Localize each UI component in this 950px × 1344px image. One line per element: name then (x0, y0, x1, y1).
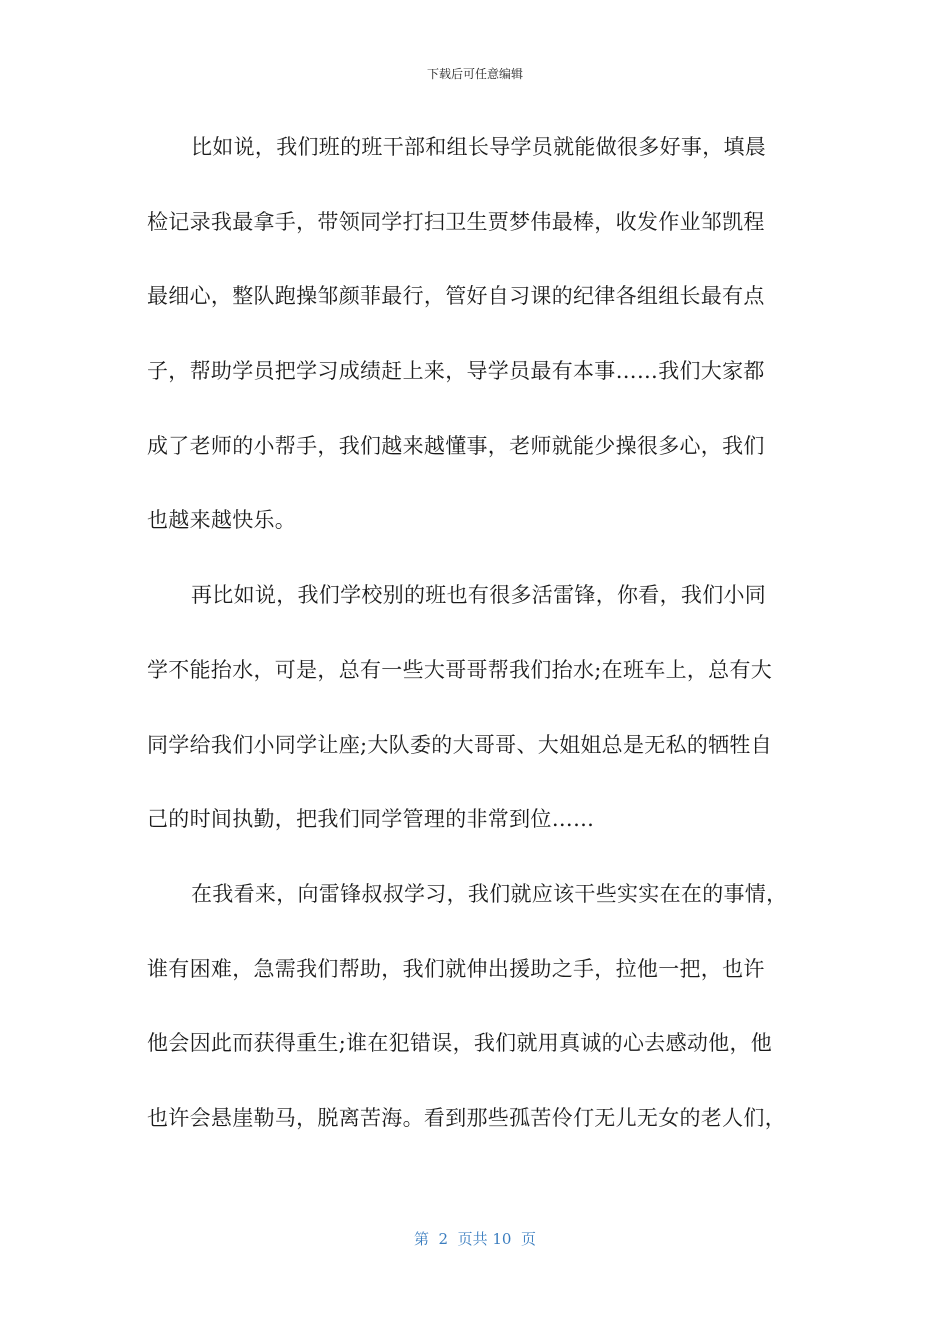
text-line: 己的时间执勤，把我们同学管理的非常到位…… (147, 807, 595, 832)
text-line: 他会因此而获得重生;谁在犯错误，我们就用真诚的心去感动他，他 (147, 1031, 773, 1056)
text-line: 学不能抬水，可是，总有一些大哥哥帮我们抬水;在班车上，总有大 (147, 657, 773, 682)
text-line: 子，帮助学员把学习成绩赶上来，导学员最有本事……我们大家都 (147, 359, 765, 384)
text-line: 也许会悬崖勒马，脱离苦海。看到那些孤苦伶仃无儿无女的老人们， (147, 1105, 786, 1130)
text-line: 成了老师的小帮手，我们越来越懂事，老师就能少操很多心，我们 (147, 433, 765, 458)
text-line: 谁有困难，急需我们帮助，我们就伸出援助之手，拉他一把，也许 (147, 956, 765, 981)
body-text (147, 125, 807, 1171)
text-line: 在我看来，向雷锋叔叔学习，我们就应该干些实实在在的事情， (191, 881, 788, 906)
text-line: 也越来越快乐。 (147, 508, 297, 533)
page-footer: 第 2 页共 10 页 (413, 1230, 536, 1248)
text-line: 再比如说，我们学校别的班也有很多活雷锋，你看，我们小同 (191, 583, 767, 608)
text-line: 比如说，我们班的班干部和组长导学员就能做很多好事，填晨 (191, 135, 767, 159)
text-line: 检记录我最拿手，带领同学打扫卫生贾梦伟最棒，收发作业邹凯程 (147, 209, 765, 234)
text-line: 同学给我们小同学让座;大队委的大哥哥、大姐姐总是无私的牺牲自 (147, 732, 773, 757)
text-line: 最细心，整队跑操邹颜菲最行，管好自习课的纪律各组组长最有点 (147, 284, 765, 309)
page-header: 下载后可任意编辑 (426, 67, 523, 81)
